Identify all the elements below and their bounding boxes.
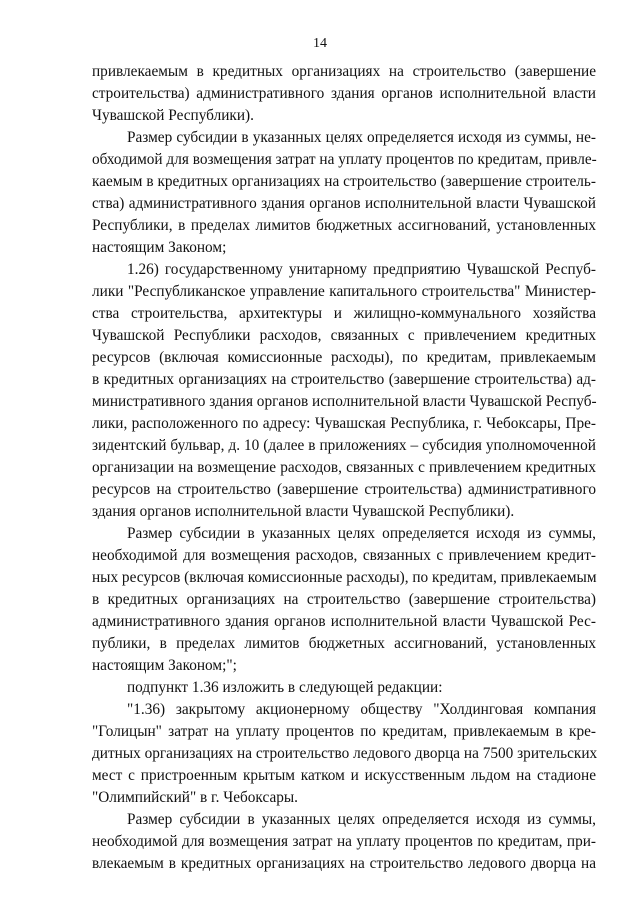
text-line: дитных организациях на строительство ледового дворца на 7500 зрительских [92,745,598,762]
text-line: Чувашской Республики расходов, связанных с привлечением кредитных [92,327,596,344]
text-line: Размер субсидии в указанных целях определяется исходя из суммы, [127,525,596,542]
text-line: влекаемым в кредитных организациях на строительство ледового дворца на [92,855,596,872]
text-line: здания органов исполнительной власти Чувашской Республики). [92,503,515,520]
text-line: лики, расположенного по адресу: Чувашская Республика, г. Чебоксары, Пре- [92,415,596,432]
text-line: настоящим Законом; [92,239,227,256]
text-line: публики, в пределах лимитов бюджетных ассигнований, установленных [92,635,596,652]
text-line: необходимой для возмещения расходов, связанных с привлечением кредит- [92,547,596,564]
text-line: лики "Республиканское управление капитального строительства" Министер- [92,283,596,300]
text-line: "Голицын" затрат на уплату процентов по кредитам, привлекаемым в кре- [92,723,596,740]
text-line: необходимой для возмещения затрат на уплату процентов по кредитам, при- [92,833,596,850]
text-line: подпункт 1.36 изложить в следующей редакции: [127,679,443,696]
text-line: ных ресурсов (включая комиссионные расходы), по кредитам, привлекаемым [92,569,597,586]
text-line: строительства) административного здания органов исполнительной власти [92,85,596,102]
text-line: мест с пристроенным крытым катком и искусственным льдом на стадионе [92,767,596,784]
text-line: ства строительства, архитектуры и жилищно-коммунального хозяйства [92,305,596,322]
text-line: обходимой для возмещения затрат на уплату процентов по кредитам, привле- [92,151,597,168]
text-line: 1.26) государственному унитарному предприятию Чувашской Респуб- [127,261,596,278]
text-line: в кредитных организациях на строительство (завершение строительства) [92,591,596,608]
text-line: в кредитных организациях на строительство (завершение строительства) ад- [92,371,596,388]
text-line: "Олимпийский" в г. Чебоксары. [92,789,298,806]
text-line: ресурсов на строительство (завершение строительства) административного [92,481,596,498]
text-line: Размер субсидии в указанных целях определяется исходя из суммы, [127,811,596,828]
text-line: настоящим Законом;"; [92,657,237,674]
text-line: Чувашской Республики). [92,107,254,124]
text-line: министративного здания органов исполнительной власти Чувашской Респуб- [92,393,597,410]
text-line: Республики, в пределах лимитов бюджетных ассигнований, установленных [92,217,596,234]
text-line: привлекаемым в кредитных организациях на строительство (завершение [92,63,596,80]
text-line: Размер субсидии в указанных целях определяется исходя из суммы, не- [127,129,596,146]
text-line: каемым в кредитных организациях на строительство (завершение строитель- [92,173,596,190]
text-line: организации на возмещение расходов, связанных с привлечением кредитных [92,459,596,476]
text-line: административного здания органов исполнительной власти Чувашской Рес- [92,613,596,630]
text-line: ресурсов (включая комиссионные расходы), по кредитам, привлекаемым [92,349,596,366]
text-line: "1.36) закрытому акционерному обществу "Холдинговая компания [127,701,596,718]
text-line: зидентский бульвар, д. 10 (далее в приложениях – субсидия уполномоченной [92,437,596,454]
page-number: 14 [313,36,327,51]
text-line: ства) административного здания органов исполнительной власти Чувашской [92,195,596,212]
